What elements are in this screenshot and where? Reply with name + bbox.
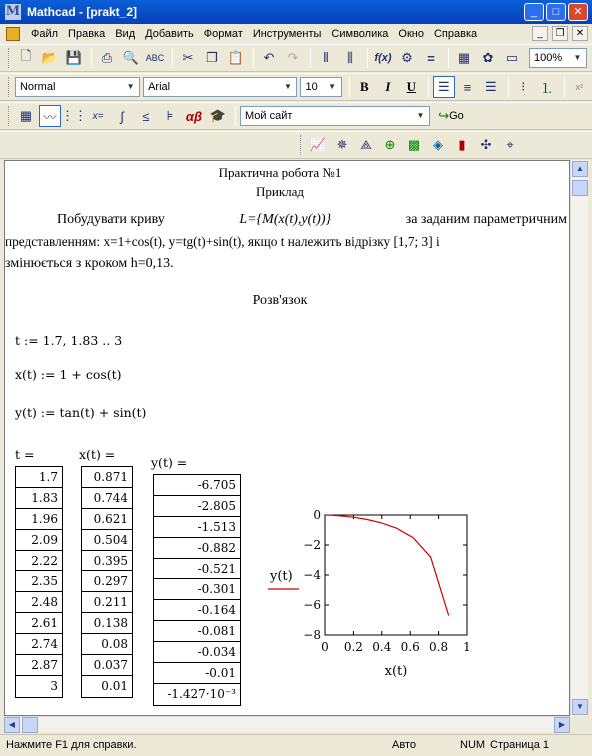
x-tick-label: 1 bbox=[463, 640, 471, 654]
redo-icon[interactable]: ↷ bbox=[287, 50, 299, 65]
scroll-right-icon[interactable]: ▶ bbox=[554, 717, 570, 733]
t-value-cell: 2.22 bbox=[16, 551, 62, 572]
y-tick-label: −4 bbox=[303, 568, 321, 582]
graph-toolbar bbox=[0, 131, 592, 159]
t-value-cell: 1.83 bbox=[16, 488, 62, 509]
y-value-cell: -0.164 bbox=[154, 600, 240, 621]
worksheet[interactable] bbox=[4, 160, 570, 716]
def-y[interactable]: y(t) := tan(t) + sin(t) bbox=[15, 405, 147, 420]
menu-file[interactable]: Файл bbox=[31, 28, 59, 40]
chevron-down-icon: ▼ bbox=[126, 82, 135, 91]
document-icon bbox=[6, 27, 20, 41]
status-bar bbox=[0, 734, 592, 756]
y-value-cell: -0.081 bbox=[154, 621, 240, 642]
y-axis-label: y(t) bbox=[270, 569, 293, 584]
contour-plot-icon[interactable]: ⊕ bbox=[384, 137, 396, 152]
x-value-cell: 0.504 bbox=[82, 530, 132, 551]
label-x: x(t) = bbox=[79, 447, 116, 462]
insert-unit-icon[interactable]: ⚙ bbox=[401, 50, 413, 65]
menu-edit[interactable]: Правка bbox=[68, 28, 106, 40]
x-tick-label: 0.4 bbox=[372, 640, 392, 654]
y-value-cell: -0.521 bbox=[154, 559, 240, 580]
x-value-cell: 0.621 bbox=[82, 509, 132, 530]
chevron-down-icon: ▼ bbox=[573, 53, 582, 62]
t-value-cell: 3 bbox=[50, 678, 58, 693]
y-value-cell: -1.513 bbox=[154, 517, 240, 538]
task-text-1: Побудувати криву bbox=[57, 212, 165, 227]
align-center-icon[interactable]: ≡ bbox=[463, 79, 472, 95]
task-text-3: змінюється з кроком h=0,13. bbox=[5, 256, 174, 271]
zoom-value: 100% bbox=[534, 52, 563, 64]
print-preview-icon[interactable]: 🔍 bbox=[122, 50, 140, 65]
graph-icon[interactable]: 〰 bbox=[39, 105, 61, 127]
greek-icon[interactable]: αβ bbox=[185, 108, 203, 124]
page-title-1: Практична робота №1 bbox=[218, 165, 342, 180]
font-value: Arial bbox=[148, 81, 171, 93]
math-toolbar bbox=[0, 102, 592, 130]
status-mode: Авто bbox=[392, 739, 416, 751]
horizontal-scrollbar[interactable] bbox=[4, 716, 570, 732]
open-icon[interactable]: 📂 bbox=[41, 50, 59, 65]
font-select[interactable] bbox=[143, 77, 297, 97]
solution-heading: Розв'язок bbox=[252, 293, 308, 308]
align-right-icon[interactable]: ☰ bbox=[485, 79, 497, 94]
surface-plot-icon[interactable]: ⟁ bbox=[360, 137, 372, 152]
calculator-icon[interactable]: ▦ bbox=[19, 108, 33, 123]
menu-tools[interactable]: Инструменты bbox=[252, 28, 322, 40]
align-icon[interactable]: ⫴ bbox=[323, 50, 329, 65]
site-value: Мой сайт bbox=[245, 110, 293, 122]
y-value-cell: -0.01 bbox=[154, 663, 240, 684]
resources-icon[interactable]: ✿ bbox=[482, 50, 494, 65]
mathcad-logo-icon: M bbox=[5, 4, 21, 19]
paste-icon[interactable]: 📋 bbox=[227, 50, 245, 65]
menu-format[interactable]: Формат bbox=[203, 28, 243, 40]
go-arrow-icon: ↪ bbox=[438, 108, 450, 123]
t-value-cell: 2.61 bbox=[16, 613, 62, 634]
menu-window[interactable]: Окно bbox=[398, 28, 424, 40]
new-icon[interactable]: 🗋 bbox=[20, 48, 32, 63]
y-value-cell: -1.427·10⁻³ bbox=[167, 686, 236, 701]
page-title-2: Приклад bbox=[255, 184, 305, 199]
t-value-cell: 2.48 bbox=[16, 592, 62, 613]
print-icon[interactable]: ⎙ bbox=[101, 50, 113, 65]
t-value-cell: 2.35 bbox=[16, 571, 62, 592]
x-value-cell: 0.395 bbox=[82, 551, 132, 572]
scroll-up-icon[interactable]: ▲ bbox=[572, 161, 588, 177]
chevron-down-icon: ▼ bbox=[416, 111, 425, 120]
zoom-select[interactable] bbox=[529, 48, 587, 68]
y-tick-label: 0 bbox=[313, 508, 321, 522]
chevron-down-icon: ▼ bbox=[284, 82, 292, 91]
polar-plot-icon[interactable]: ✵ bbox=[336, 137, 348, 152]
t-value-cell: 1.7 bbox=[16, 467, 62, 488]
window-title: Mathcad - [prakt_2] bbox=[27, 5, 138, 19]
underline-button[interactable]: U bbox=[406, 79, 417, 94]
font-size-select[interactable] bbox=[300, 77, 341, 97]
x-tick-label: 0 bbox=[321, 640, 329, 654]
x-value-cell: 0.211 bbox=[82, 592, 132, 613]
y-tick-label: −2 bbox=[303, 538, 321, 552]
doc-restore-button[interactable]: ❐ bbox=[552, 26, 568, 41]
site-select[interactable] bbox=[240, 106, 430, 126]
standard-toolbar bbox=[0, 44, 592, 72]
go-label: Go bbox=[449, 110, 464, 122]
cut-icon[interactable]: ✂ bbox=[182, 50, 194, 65]
font-size-value: 10 bbox=[305, 81, 318, 93]
minimize-button[interactable]: _ bbox=[524, 3, 544, 21]
zoom-plot-icon[interactable]: ✣ bbox=[480, 137, 492, 152]
menu-insert[interactable]: Добавить bbox=[145, 28, 194, 40]
task-text-1-tail: за заданим параметричним bbox=[405, 212, 567, 227]
style-select[interactable] bbox=[15, 77, 140, 97]
menu-symbolics[interactable]: Символика bbox=[331, 28, 389, 40]
x-result-table[interactable] bbox=[81, 466, 133, 698]
bold-button[interactable]: B bbox=[360, 79, 369, 94]
task-curve: L={M(x(t),y(t))} bbox=[239, 212, 332, 227]
vertical-scrollbar[interactable] bbox=[570, 160, 588, 716]
menu-bar bbox=[0, 24, 592, 44]
plot-frame bbox=[325, 515, 467, 635]
bullets-icon[interactable]: ⁝ bbox=[521, 79, 526, 94]
copy-icon[interactable]: ❐ bbox=[206, 50, 218, 65]
t-value-cell: 2.87 bbox=[16, 655, 62, 676]
task-paragraph bbox=[5, 209, 567, 275]
insert-function-icon[interactable]: f(x) bbox=[374, 52, 392, 64]
t-value-cell: 1.96 bbox=[16, 509, 62, 530]
x-value-cell: 0.01 bbox=[101, 678, 128, 693]
t-result-table[interactable] bbox=[15, 466, 63, 698]
x-value-cell: 0.744 bbox=[82, 488, 132, 509]
t-value-cell: 2.74 bbox=[16, 634, 62, 655]
y-value-cell: -0.301 bbox=[154, 579, 240, 600]
xy-plot-icon[interactable]: 📈 bbox=[309, 137, 327, 152]
x-tick-label: 0.8 bbox=[429, 640, 449, 654]
numbering-icon[interactable]: ⒈ bbox=[540, 80, 554, 96]
y-value-cell: -2.805 bbox=[154, 496, 240, 517]
x-value-cell: 0.08 bbox=[82, 634, 132, 655]
evaluation-icon[interactable]: x= bbox=[92, 110, 104, 122]
trace-icon[interactable]: ⌖ bbox=[506, 137, 514, 152]
spellcheck-icon[interactable]: ABC bbox=[145, 53, 165, 63]
x-value-cell: 0.138 bbox=[82, 613, 132, 634]
chevron-down-icon: ▼ bbox=[328, 82, 337, 91]
vector-field-icon[interactable]: ▮ bbox=[458, 137, 466, 152]
3d-scatter-icon[interactable]: ▩ bbox=[407, 137, 421, 152]
y-value-cell: -0.034 bbox=[154, 642, 240, 663]
doc-minimize-button[interactable]: _ bbox=[532, 26, 548, 41]
menu-help[interactable]: Справка bbox=[433, 28, 478, 40]
3d-bar-icon[interactable]: ◈ bbox=[433, 137, 443, 152]
boolean-icon[interactable]: ≤ bbox=[142, 108, 150, 124]
align-down-icon[interactable]: ⫼ bbox=[347, 50, 353, 65]
calculate-icon[interactable]: = bbox=[427, 50, 435, 66]
hscroll-thumb[interactable] bbox=[22, 717, 38, 733]
x-value-cell: 0.297 bbox=[82, 571, 132, 592]
x-tick-label: 0.6 bbox=[400, 640, 420, 654]
superscript-icon[interactable]: x² bbox=[575, 82, 584, 92]
scroll-left-icon[interactable]: ◀ bbox=[4, 717, 20, 733]
status-help: Нажмите F1 для справки. bbox=[6, 739, 137, 751]
x-axis-label: x(t) bbox=[384, 664, 408, 679]
scroll-down-icon[interactable]: ▼ bbox=[572, 699, 588, 715]
title-bar bbox=[0, 0, 592, 24]
y-tick-label: −8 bbox=[303, 628, 321, 642]
scroll-thumb[interactable] bbox=[572, 180, 588, 196]
def-x[interactable]: x(t) := 1 + cos(t) bbox=[15, 367, 122, 382]
formatting-toolbar bbox=[0, 73, 592, 101]
status-page: Страница 1 bbox=[490, 739, 550, 751]
xy-plot[interactable] bbox=[263, 501, 493, 691]
style-value: Normal bbox=[19, 81, 56, 93]
t-value-cell: 2.09 bbox=[16, 530, 62, 551]
y-value-cell: -0.882 bbox=[154, 538, 240, 559]
status-num: NUM bbox=[460, 739, 486, 751]
y-tick-label: −6 bbox=[303, 598, 321, 612]
x-tick-label: 0.2 bbox=[343, 640, 363, 654]
x-value-cell: 0.037 bbox=[82, 655, 132, 676]
series-line bbox=[326, 515, 448, 616]
maximize-button[interactable]: □ bbox=[546, 3, 566, 21]
save-icon[interactable]: 💾 bbox=[65, 50, 83, 65]
label-t: t = bbox=[15, 447, 35, 462]
y-result-table[interactable] bbox=[153, 474, 241, 706]
italic-button[interactable]: I bbox=[385, 79, 391, 94]
go-button[interactable] bbox=[433, 105, 469, 127]
close-button[interactable]: ✕ bbox=[568, 3, 588, 21]
symbolic-icon[interactable]: 🎓 bbox=[209, 108, 227, 123]
label-y: y(t) = bbox=[151, 455, 188, 470]
x-value-cell: 0.871 bbox=[82, 467, 132, 488]
y-value-cell: -6.705 bbox=[154, 475, 240, 496]
align-left-icon[interactable]: ☰ bbox=[433, 76, 455, 98]
window-icon[interactable]: ▭ bbox=[505, 50, 519, 65]
doc-close-button[interactable]: ✕ bbox=[572, 26, 588, 41]
matrix-icon[interactable]: ⋮⋮ bbox=[61, 108, 87, 123]
undo-icon[interactable]: ↶ bbox=[263, 50, 275, 65]
programming-icon[interactable]: ⊧ bbox=[166, 108, 174, 123]
menu-view[interactable]: Вид bbox=[115, 28, 136, 40]
task-text-2: представленням: x=1+cos(t), y=tg(t)+sin(t), якщо t належить відрізку [1,7; 3] і bbox=[5, 234, 440, 249]
def-t[interactable]: t := 1.7, 1.83 .. 3 bbox=[15, 333, 123, 348]
components-icon[interactable]: ▦ bbox=[457, 50, 471, 65]
calculus-icon[interactable]: ∫ bbox=[120, 108, 124, 124]
